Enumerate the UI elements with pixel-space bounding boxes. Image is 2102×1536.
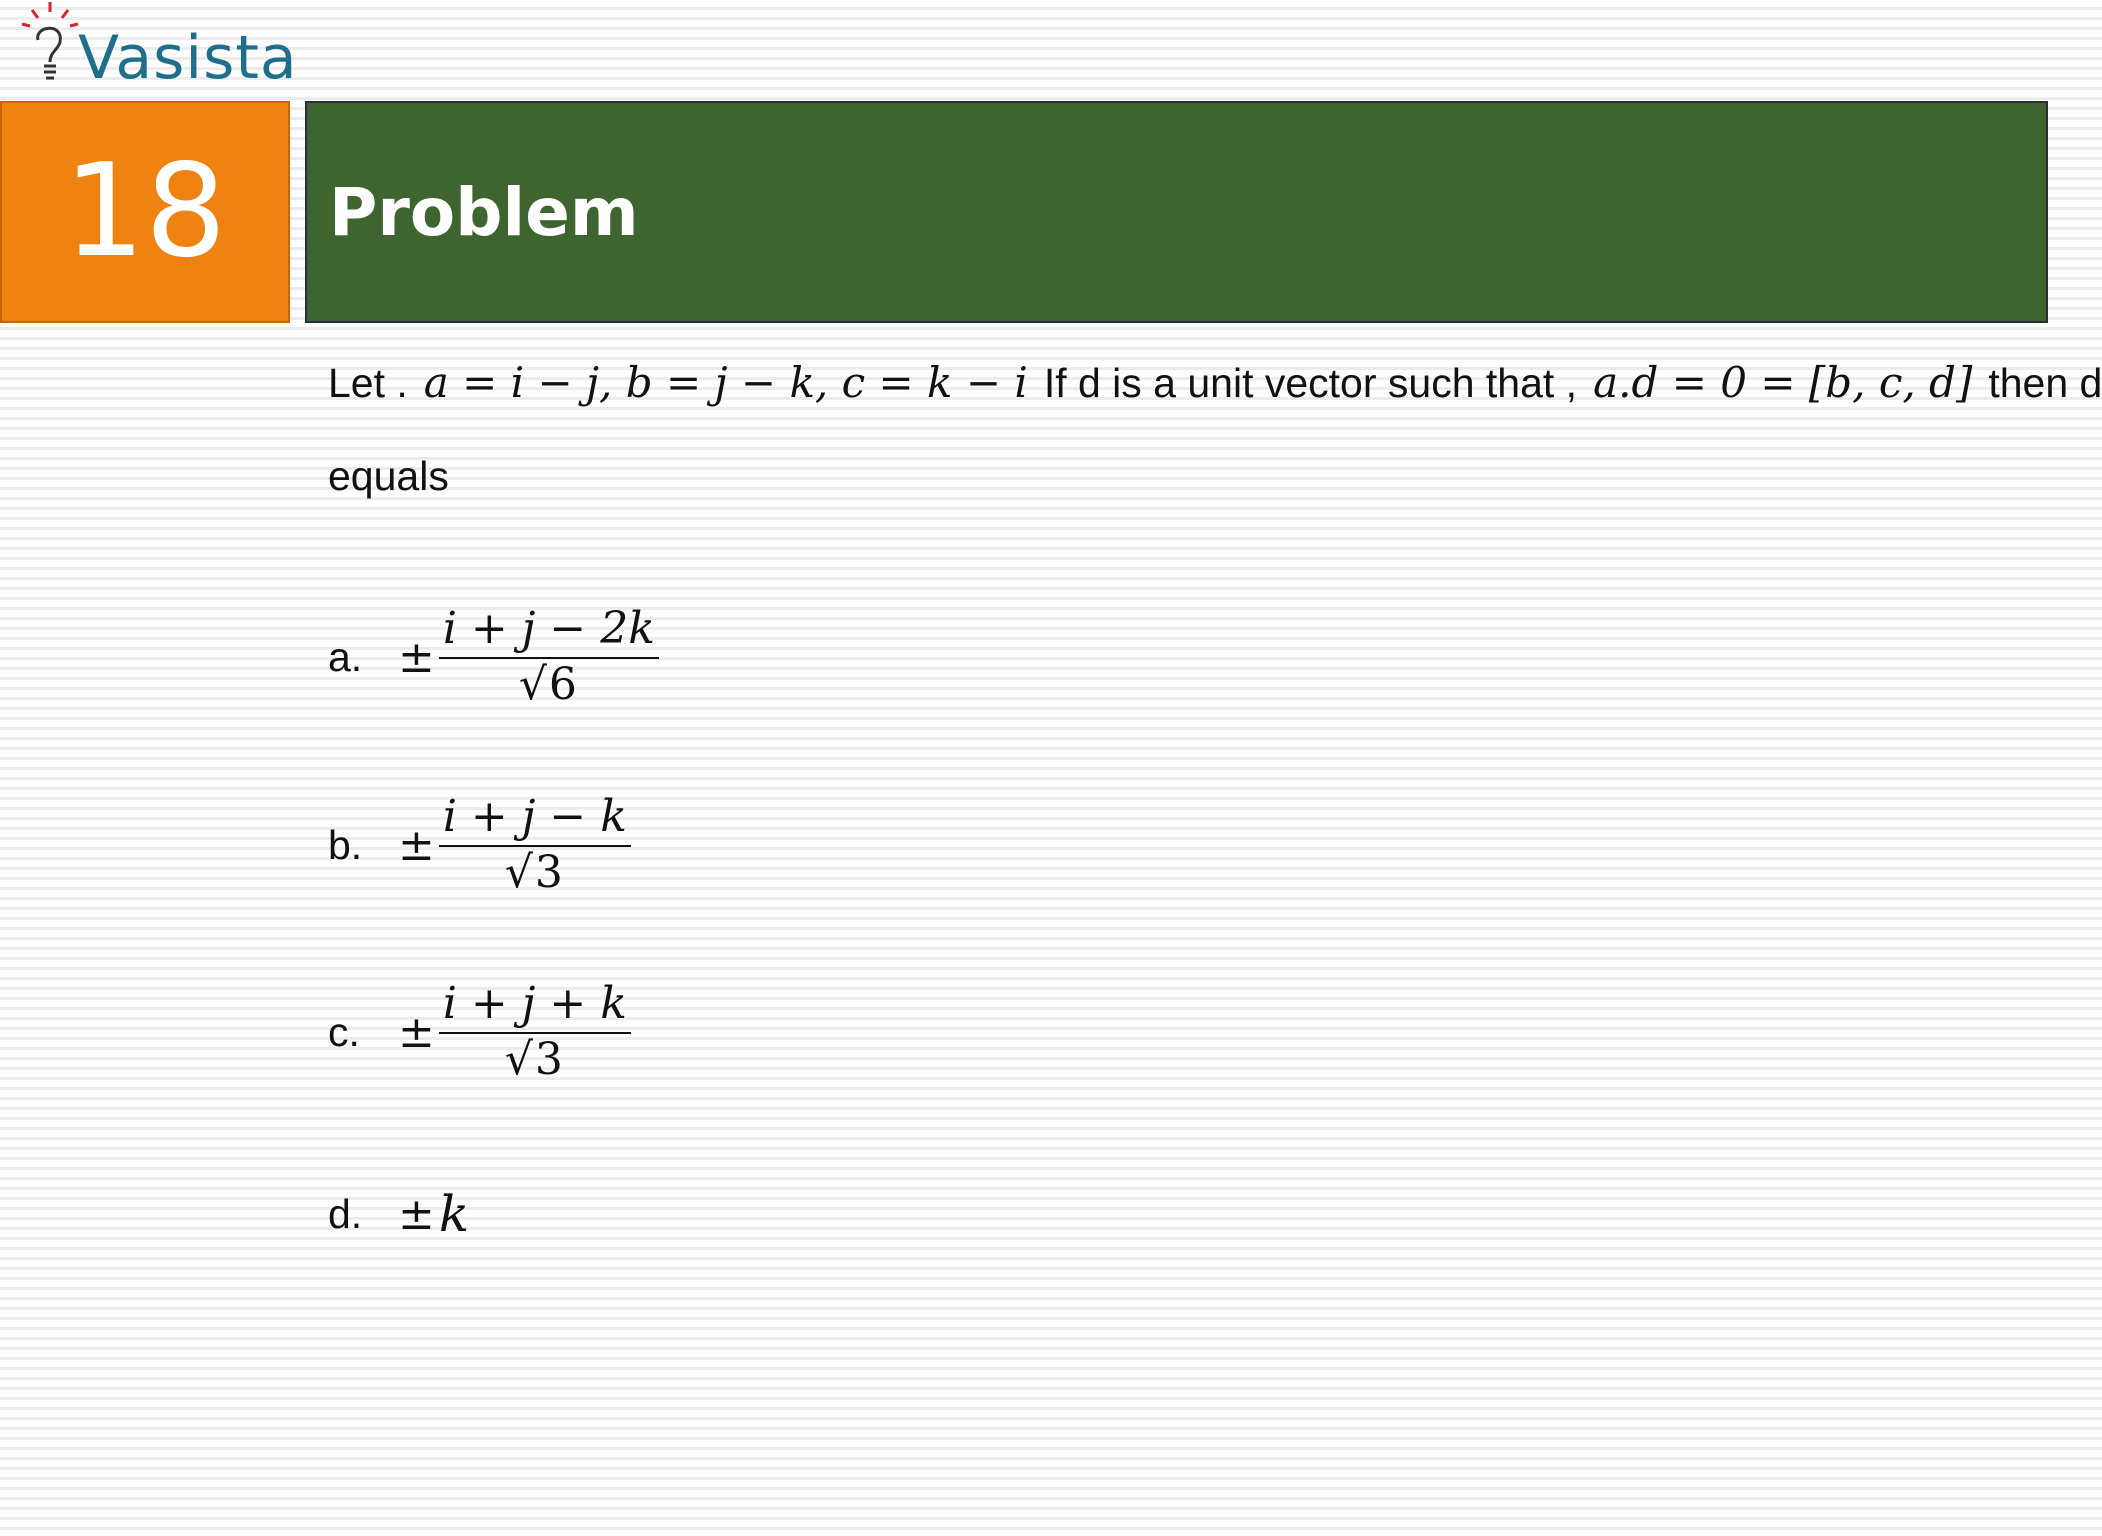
option-d[interactable] [328,1185,469,1243]
radicand: 3 [534,847,563,899]
question-line-1 [328,358,2102,407]
option-c[interactable] [328,980,631,1085]
option-fraction [439,980,631,1085]
question-line-2: equals [328,453,449,499]
lightbulb-icon [20,0,80,92]
fraction-denominator: √6 [518,659,577,711]
option-fraction [439,605,659,710]
slide-number: 18 [63,137,227,286]
vasista-logo [20,0,298,96]
condition-expression: a.d = 0 = [b, c, d] [1593,358,1973,407]
option-label: a. [328,633,363,680]
slide-title: Problem [329,173,639,251]
radicand: 6 [548,659,577,711]
question-intro: Let . [328,360,408,406]
fraction-numerator: i + j − 2k [439,605,659,659]
plus-minus-sign: ± [398,631,435,683]
plus-minus-sign: ± [398,819,435,871]
fraction-denominator: √3 [504,847,563,899]
fraction-numerator: i + j − k [439,793,631,847]
option-b[interactable] [328,793,631,898]
slide-number-badge [0,101,290,323]
option-label: b. [328,821,363,868]
title-bar [305,101,2048,323]
logo-text: Vasista [78,23,298,93]
option-label: d. [328,1190,363,1237]
option-label: c. [328,1008,360,1055]
fraction-denominator: √3 [504,1034,563,1086]
vector-definitions: a = i − j, b = j − k, c = k − i [423,358,1028,407]
option-value: k [438,1185,470,1243]
question-condition-text: If d is a unit vector such that , [1043,360,1578,406]
option-fraction [439,793,631,898]
plus-minus-sign: ± [398,1006,435,1058]
fraction-numerator: i + j + k [439,980,631,1034]
option-a[interactable] [328,605,659,710]
radicand: 3 [534,1034,563,1086]
question-then-text: then d [1988,360,2102,406]
plus-minus-sign: ± [398,1188,435,1240]
